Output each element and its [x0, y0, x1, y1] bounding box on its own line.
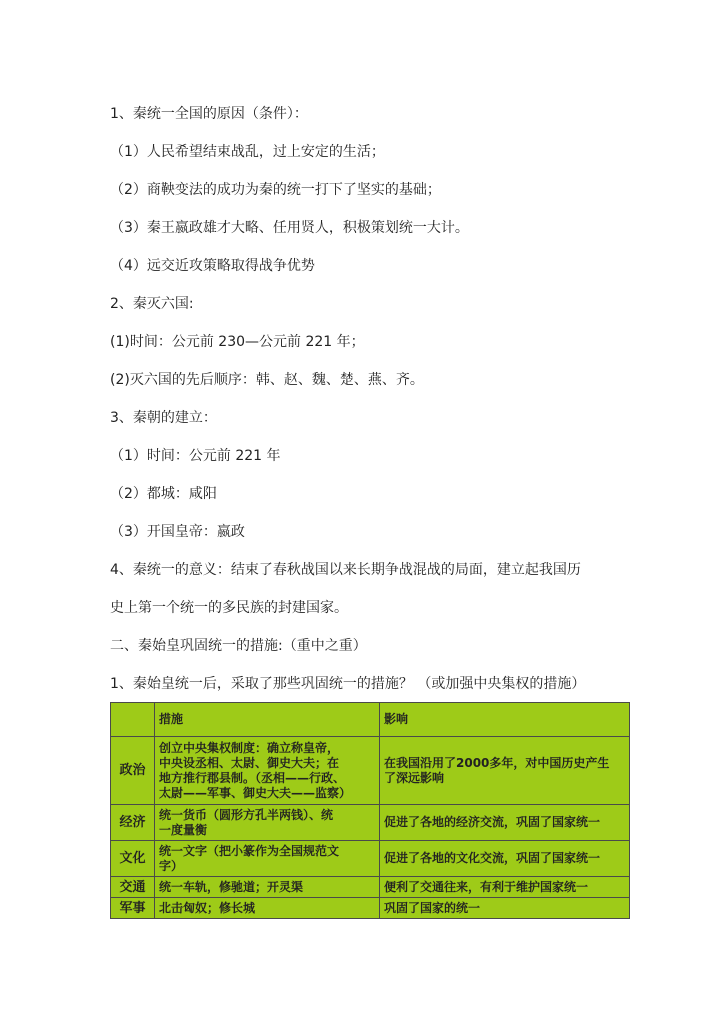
measures-question: 1、秦始皇统一后，采取了那些巩固统一的措施？ （或加强中央集权的措施）: [110, 676, 586, 692]
reason-item-4: （4）远交近攻策略取得战争优势: [110, 258, 315, 274]
impact-line: 促进了各地的文化交流，巩固了国家统一: [384, 851, 601, 865]
impact-cell: [380, 841, 630, 877]
header-category-cell: [111, 703, 155, 737]
header-impact-cell: 影响: [380, 703, 630, 737]
measure-line: 太尉——军事、御史大夫——监察）: [159, 785, 352, 800]
table-row: [111, 841, 630, 877]
header-measure-cell: 措施: [155, 703, 380, 737]
impact-cell: [380, 877, 630, 898]
measure-line: 地方推行郡县制。（丞相——行政、: [159, 770, 346, 785]
category-cell: 政治: [111, 737, 155, 805]
impact-line: 了深远影响: [384, 770, 445, 785]
table-header-row: [111, 703, 630, 737]
reason-item-1: （1）人民希望结束战乱，过上安定的生活；: [110, 144, 385, 160]
table-row: [111, 877, 630, 898]
measures-table: [110, 702, 630, 919]
measure-line: 北击匈奴；修长城: [159, 900, 256, 915]
conquest-time: (1)时间：公元前 230—公元前 221 年；: [110, 334, 365, 350]
impact-line: 在我国沿用了2000多年，对中国历史产生: [384, 755, 610, 770]
measure-line: 统一车轨，修驰道；开灵渠: [159, 879, 304, 894]
founding-time: （1）时间：公元前 221 年: [110, 448, 281, 464]
heading-reasons: 1、秦统一全国的原因（条件）：: [110, 106, 308, 122]
measures-table-wrapper: [110, 702, 629, 919]
impact-cell: [380, 805, 630, 841]
measure-line: 中央设丞相、太尉、御史大夫；在: [159, 755, 340, 770]
table-row: [111, 898, 630, 919]
measure-cell: [155, 841, 380, 877]
founding-emperor: （3）开国皇帝：嬴政: [110, 524, 245, 540]
category-cell: 交通: [111, 877, 155, 898]
reason-item-3: （3）秦王嬴政雄才大略、任用贤人，积极策划统一大计。: [110, 220, 469, 236]
measure-line: 统一文字（把小篆作为全国规范文: [159, 843, 340, 858]
measure-line: 一度量衡: [159, 822, 208, 837]
impact-line: 便利了交通往来，有利于维护国家统一: [384, 879, 589, 894]
measure-line: 统一货币（圆形方孔半两钱）、统: [159, 807, 334, 822]
measure-line: 创立中央集权制度：确立称皇帝，: [159, 740, 340, 755]
heading-conquest: 2、秦灭六国:: [110, 296, 194, 312]
conquest-order: (2)灭六国的先后顺序：韩、赵、魏、楚、燕、齐。: [110, 372, 424, 388]
category-cell: 军事: [111, 898, 155, 919]
measure-line: 字）: [159, 858, 184, 873]
category-cell: 文化: [111, 841, 155, 877]
impact-cell: [380, 737, 630, 805]
category-cell: 经济: [111, 805, 155, 841]
significance-line-2: 史上第一个统一的多民族的封建国家。: [110, 600, 348, 616]
founding-capital: （2）都城：咸阳: [110, 486, 217, 502]
impact-line: 促进了各地的经济交流，巩固了国家统一: [384, 815, 601, 829]
table-row: [111, 805, 630, 841]
reason-item-2: （2）商鞅变法的成功为秦的统一打下了坚实的基础；: [110, 182, 441, 198]
heading-measures: 二、秦始皇巩固统一的措施:（重中之重）: [110, 638, 367, 654]
significance-line-1: 4、秦统一的意义：结束了春秋战国以来长期争战混战的局面，建立起我国历: [110, 562, 581, 578]
heading-founding: 3、秦朝的建立：: [110, 410, 217, 426]
impact-line: 巩固了国家的统一: [384, 900, 481, 915]
table-row: [111, 737, 630, 805]
measure-cell: [155, 898, 380, 919]
measure-cell: [155, 805, 380, 841]
impact-cell: [380, 898, 630, 919]
measure-cell: [155, 877, 380, 898]
measure-cell: [155, 737, 380, 805]
